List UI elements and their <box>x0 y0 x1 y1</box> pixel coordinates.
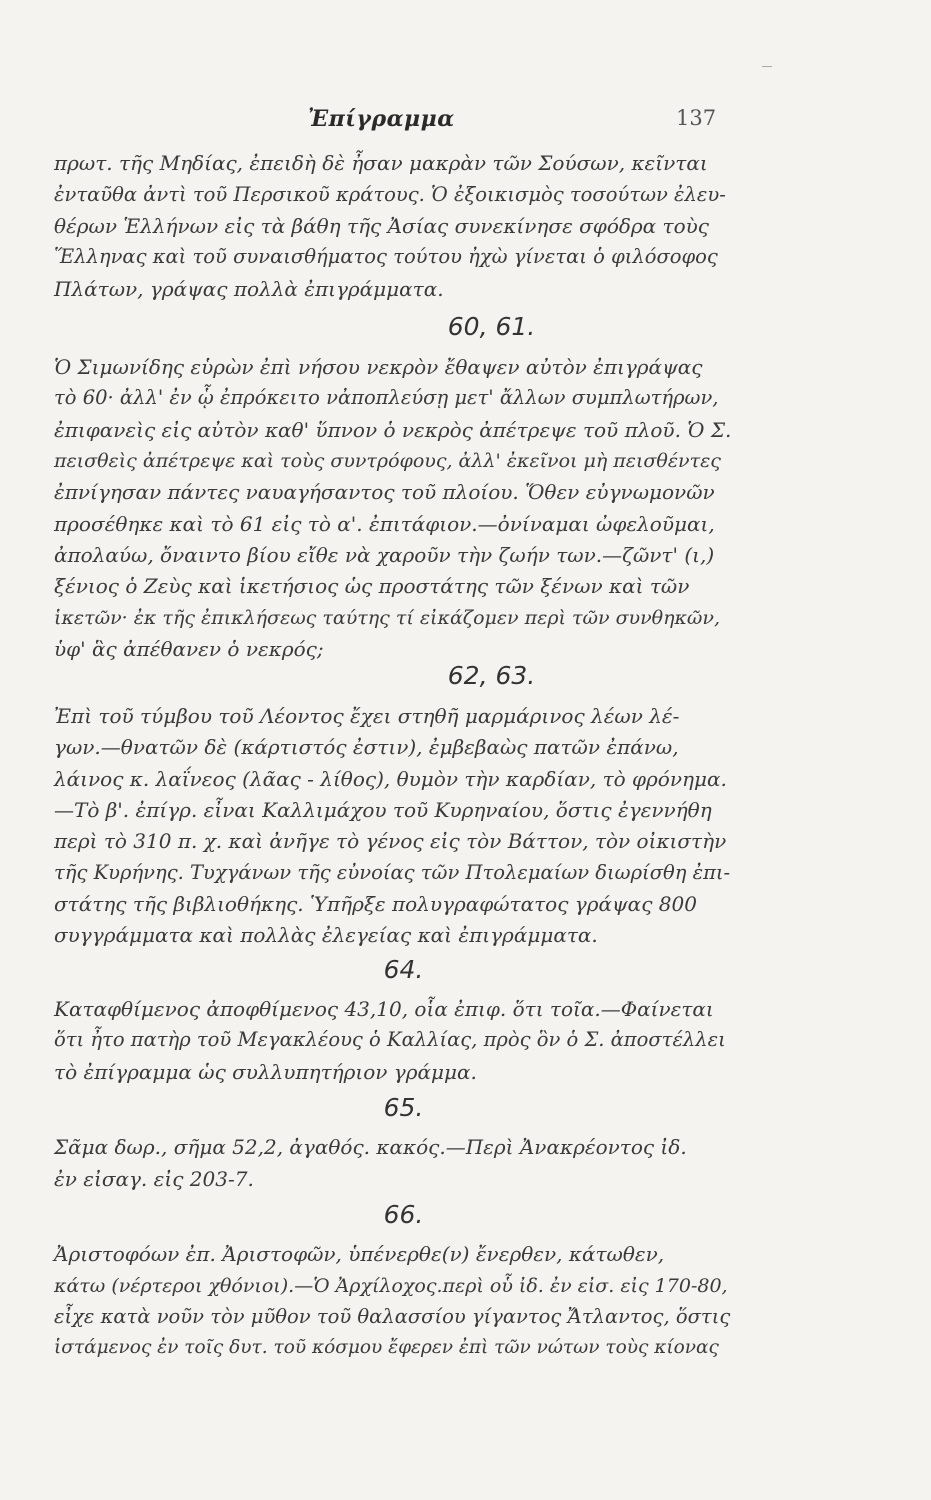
text-line: —Τὸ β'. ἐπίγρ. εἶναι Καλλιμάχου τοῦ Κυρηναίου, ὅστις ἐγεννήθη <box>54 798 712 822</box>
text-line: πρωτ. τῆς Μηδίας, ἐπειδὴ δὲ ἦσαν μακρὰν τῶν Σούσων, κεῖνται <box>54 151 708 175</box>
text-line: ἱκετῶν· ἐκ τῆς ἐπικλήσεως ταύτης τί εἰκάζομεν περὶ τῶν συνθηκῶν, <box>54 607 721 629</box>
running-head <box>0 106 931 136</box>
page-number: 137 <box>676 106 717 130</box>
section-heading <box>0 1093 931 1122</box>
text-line: τὸ ἐπίγραμμα ὡς συλλυπητήριον γράμμα. <box>54 1060 477 1084</box>
section-heading <box>0 955 931 984</box>
text-line: Καταφθίμενος ἀποφθίμενος 43,10, οἷα ἐπιφ. ὅτι τοῖα.—Φαίνεται <box>54 997 714 1021</box>
text-line: ὑφ' ἃς ἀπέθανεν ὁ νεκρός; <box>54 637 324 661</box>
text-line: ἱστάμενος ἐν τοῖς δυτ. τοῦ κόσμου ἔφερεν ἐπὶ τῶν νώτων τοὺς κίονας <box>54 1337 719 1358</box>
text-line: τῆς Κυρήνης. Τυχγάνων τῆς εὐνοίας τῶν Πτολεμαίων διωρίσθη ἐπι- <box>54 861 731 884</box>
section-number: 62, 63. <box>447 661 536 690</box>
paper-speck <box>762 66 772 67</box>
text-line: ἐν εἰσαγ. εἰς 203-7. <box>54 1167 254 1191</box>
text-line: συγγράμματα καὶ πολλὰς ἐλεγείας καὶ ἐπιγράμματα. <box>54 923 598 947</box>
text-line: ἀπολαύω, ὄναιντο βίου εἴθε νὰ χαροῦν τὴν ζωήν των.—ζῶντ' (ι,) <box>54 543 715 567</box>
text-line: ξένιος ὁ Ζεὺς καὶ ἱκετήσιος ὡς προστάτης τῶν ξένων καὶ τῶν <box>54 574 690 598</box>
section-number: 66. <box>383 1200 424 1229</box>
text-line: στάτης τῆς βιβλιοθήκης. Ὑπῆρξε πολυγραφώτατος γράψας 800 <box>54 892 697 916</box>
text-line: Ὁ Σιμωνίδης εὑρὼν ἐπὶ νήσου νεκρὸν ἔθαψεν αὐτὸν ἐπιγράψας <box>54 355 703 379</box>
text-line: ἐπνίγησαν πάντες ναυαγήσαντος τοῦ πλοίου. Ὅθεν εὐγνωμονῶν <box>54 480 715 504</box>
section-number: 64. <box>383 955 424 984</box>
text-line: γων.—θνατῶν δὲ (κάρτιστός ἐστιν), ἐμβεβαὼς πατῶν ἐπάνω, <box>54 735 679 759</box>
section-heading <box>0 312 931 341</box>
section-heading <box>0 661 931 690</box>
running-title: Ἐπίγραμμα <box>308 106 455 132</box>
text-line: εἶχε κατὰ νοῦν τὸν μῦθον τοῦ θαλασσίου γίγαντος Ἄτλαντος, ὅστις <box>54 1305 731 1328</box>
text-line: περὶ τὸ 310 π. χ. καὶ ἀνῆγε τὸ γένος εἰς τὸν Βάττον, τὸν οἰκιστὴν <box>54 829 727 853</box>
section-number: 60, 61. <box>447 312 536 341</box>
text-line: πεισθεὶς ἀπέτρεψε καὶ τοὺς συντρόφους, ἀλλ' ἐκεῖνοι μὴ πεισθέντες <box>54 450 721 472</box>
text-line: προσέθηκε καὶ τὸ 61 εἰς τὸ α'. ἐπιτάφιον.—ὀνίναμαι ὠφελοῦμαι, <box>54 512 715 536</box>
text-line: ἐνταῦθα ἀντὶ τοῦ Περσικοῦ κράτους. Ὁ ἐξοικισμὸς τοσούτων ἐλευ- <box>54 183 726 206</box>
text-line: Ἐπὶ τοῦ τύμβου τοῦ Λέοντος ἔχει στηθῆ μαρμάρινος λέων λέ- <box>54 704 680 728</box>
text-line: τὸ 60· ἀλλ' ἐν ᾧ ἐπρόκειτο νἀποπλεύσῃ μετ' ἄλλων συμπλωτήρων, <box>54 386 719 409</box>
text-line: Ἕλληνας καὶ τοῦ συναισθήματος τούτου ἠχὼ γίνεται ὁ φιλόσοφος <box>54 245 718 268</box>
section-heading <box>0 1200 931 1229</box>
text-line: Ἀριστοφόων ἐπ. Ἀριστοφῶν, ὑπένερθε(ν) ἔνερθεν, κάτωθεν, <box>54 1242 665 1266</box>
text-line: Σᾶμα δωρ., σῆμα 52,2, ἀγαθός. κακός.—Περὶ Ἀνακρέοντος ἰδ. <box>54 1135 687 1159</box>
text-line: ὅτι ἦτο πατὴρ τοῦ Μεγακλέους ὁ Καλλίας, πρὸς ὃν ὁ Σ. ἀποστέλλει <box>54 1028 726 1051</box>
text-line: θέρων Ἑλλήνων εἰς τὰ βάθη τῆς Ἀσίας συνεκίνησε σφόδρα τοὺς <box>54 214 709 238</box>
section-number: 65. <box>383 1093 424 1122</box>
text-line: λάινος κ. λαΐνεος (λᾶας - λίθος), θυμὸν τὴν καρδίαν, τὸ φρόνημα. <box>54 767 727 791</box>
text-line: κάτω (νέρτεροι χθόνιοι).—Ὁ Ἀρχίλοχος.περὶ οὗ ἰδ. ἐν εἰσ. εἰς 170-80, <box>54 1275 728 1297</box>
text-line: Πλάτων, γράψας πολλὰ ἐπιγράμματα. <box>54 277 444 301</box>
text-line: ἐπιφανεὶς εἰς αὐτὸν καθ' ὕπνον ὁ νεκρὸς ἀπέτρεψε τοῦ πλοῦ. Ὁ Σ. <box>54 418 732 442</box>
